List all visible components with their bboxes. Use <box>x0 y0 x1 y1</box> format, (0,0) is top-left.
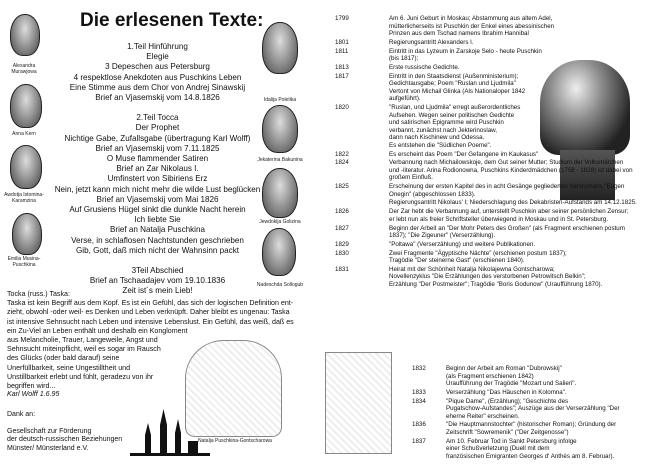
timeline-text: Am 6. Juni Geburt in Moskau; Abstammung aus altem Adel, <box>389 15 553 22</box>
timeline-text: Am 10. Februar Tod in Sankt Petersburg infolge <box>446 437 577 445</box>
tocka-line: Taska ist kein Begriff aus dem Kopf. Es ist ein Gefühl, das sich der logischen Definition ent- <box>7 299 294 308</box>
portrait-caption: Natalja Puschkina-Gontscharowa <box>198 438 272 444</box>
timeline-text: Tragödie "Der steinerne Gast" (erschienen 1840). <box>389 257 525 265</box>
timeline-text: Novellenzyklus "Die Erzählungen des verstorbenen Petrowitsch Belkin"; <box>389 273 586 281</box>
timeline-year: 1824 <box>335 159 349 167</box>
timeline-text: "Poltawa" (Verserzählung) und weitere Publikationen. <box>389 240 536 248</box>
timeline-text: Zwei Fragmente "Ägyptische Nächte" (erschienen postum 1837); <box>389 249 567 257</box>
timeline-year: 1832 <box>412 365 426 372</box>
timeline-text: Es erscheint das Poem "Der Gefangene im Kaukasus" <box>389 150 539 158</box>
timeline-text: Erste russische Gedichte. <box>389 63 460 71</box>
timeline-text: Verserzählung "Das Häuschen in Kolomna". <box>446 388 567 396</box>
timeline-text: und -literatur. Arina Rodionowna, Puschkins Kinderdmädchen (1758 - 1828) ist dabei von <box>389 166 633 174</box>
timeline-text: "Die Hauptmannstochter" (historischer Roman); Gründung der <box>446 421 617 429</box>
timeline-year: 1829 <box>335 240 349 248</box>
tocka-line: zieht, obwohl -oder weil- es Denken und Leben verknüpft. Daher bleibt es ungenau: Taska <box>7 308 290 317</box>
program-line: Elegie <box>146 52 169 62</box>
timeline-text: Verbannung nach Michailowskoje, dem Gut seiner Mutter; Studium der Volksmärchen <box>389 159 624 167</box>
timeline-text: großem Einfluß. <box>389 174 434 182</box>
timeline-text: Aufsehen. Wegen seiner politischen Gedichte <box>389 111 515 119</box>
timeline-text: Gedichtausgabe; Poem "Ruslan und Ljudmila" <box>389 80 516 88</box>
timeline-text: Uraufführung der Tragödie "Mozart und Salieri". <box>446 380 577 388</box>
tocka-line: Tocka (russ.) Taska: <box>7 290 70 298</box>
portrait-caption: Alexandra Murawjowa <box>11 63 37 75</box>
timeline-text: (bis 1817); <box>389 55 419 63</box>
program-line: Brief an Natalja Puschkina <box>110 225 205 235</box>
timeline-year: 1831 <box>335 265 349 273</box>
portrait-caption: Anna Kern <box>12 131 36 137</box>
program-line: Brief an Tschaadajev vom 19.10.1836 <box>89 276 226 286</box>
timeline-year: 1837 <box>412 437 426 445</box>
timeline-text: "Ruslan, und Ljudmila" erregt außerordentliches <box>389 104 521 112</box>
timeline-text: Regierungsantritt Nikolaus' I; Niederschlagung des Dekabristen-Aufstands am 14.12.1825. <box>389 199 637 207</box>
timeline-text: dann nach Kischinew und Odessa. <box>389 134 485 142</box>
timeline-text: Pugatschow-Aufstandes"; Auszüge aus der Verserzählung "Der <box>446 405 620 413</box>
program-line: Verse, in schlaflosen Nachtstunden geschrieben <box>71 235 244 245</box>
program-line: Zeit ist´s mein Lieb! <box>122 286 193 296</box>
timeline-year: 1811 <box>335 47 349 55</box>
thanks-line: Dank an: <box>7 411 36 418</box>
timeline-text: (als Fragment erschienen 1842) <box>446 372 534 380</box>
timeline-text: und satirischen Epigramme wird Puschkin <box>389 119 504 127</box>
timeline-text: "Pique Dame", (Erzählung); "Geschichte des <box>446 397 569 405</box>
timeline-year: 1827 <box>335 224 349 232</box>
program-line: Brief an Vjasemskij vom 14.8.1826 <box>95 93 220 103</box>
program-line: Brief an Vjasemskij vom Mai 1826 <box>96 194 219 204</box>
tocka-line: aus Melancholie, Trauer, Langeweile, Angst und <box>7 336 158 345</box>
timeline-text: Erzählung "Der Postmeister"; Tragödie "Boris Godunow" (Uraufführung 1870). <box>389 280 603 288</box>
timeline-text: er lebt nun als freier Schriftsteller überwiegend in Moskau und in St. Petersburg. <box>389 215 609 223</box>
program-line: Gib, Gott, daß mich nicht der Wahnsinn packt <box>76 245 239 255</box>
timeline-year: 1834 <box>412 397 426 405</box>
program-line: O Muse flammender Satiren <box>106 154 209 164</box>
timeline-year: 1830 <box>335 249 349 257</box>
timeline-text: mütterlicherseits ist Puschkin der Enkel eines abessinischen <box>389 22 555 30</box>
timeline-year: 1817 <box>335 72 349 80</box>
page-title: Die erlesenen Texte: <box>80 10 264 31</box>
timeline-year: 1822 <box>335 150 349 158</box>
timeline-text: 1837); "Die Zigeuner" (Verserzählung). <box>389 232 496 240</box>
timeline-year: 1813 <box>335 63 349 71</box>
program-line: 3 Depeschen aus Petersburg <box>105 62 210 72</box>
tocka-line: des Glücks (oder bald darauf) seine <box>7 354 120 363</box>
portrait-caption: Emilia Musina-Puschkina <box>7 256 41 268</box>
timeline-text: eherne Reiter" erscheinen. <box>446 412 520 420</box>
tocka-line: ein Zu-Viel an Leben enthält und deshalb ein Kongloment <box>7 326 188 335</box>
program-line: 2.Teil Tocca <box>136 113 179 123</box>
timeline-year: 1836 <box>412 421 426 429</box>
timeline-text: Onegin" (abgeschlossen 1833). <box>389 190 476 198</box>
timeline-text: Heirat mit der Schönheit Natalja Nikolajewna Gontscharowa; <box>389 265 555 273</box>
timeline-text: Erscheinung der ersten Kapitel des in acht Gesänge gegliederten Versromans "Eugen <box>389 183 625 191</box>
timeline-text: Zeitschrift "Sowremenik" ("Der Zeitgenosse") <box>446 429 569 436</box>
program-line: Der Prophet <box>135 123 180 133</box>
tocka-line: begriffen wird... <box>7 382 56 391</box>
portrait-caption: Jekaterina Bakunina <box>257 157 303 163</box>
timeline-year: 1801 <box>335 38 349 46</box>
timeline-text: verbannt, zunächst nach Jekterinoslaw, <box>389 126 497 134</box>
tocka-line: Unerfüllbarkeit, seine Ungestilltheit und <box>7 363 131 372</box>
timeline-text: französischen Emigranten Georges d' Anthès am 8. Februar). <box>446 452 615 460</box>
program-line: 1.Teil Hinführung <box>127 42 188 51</box>
timeline-text: Eintritt in den Staatsdienst (Außenministerium); <box>389 72 519 80</box>
timeline-text: Prinzen aus dem Tschad namens Ibrahim Hannibal <box>389 30 529 38</box>
timeline-text: Vertont von Michail Glinka (Als Nationaloper 1842 <box>389 87 526 95</box>
portrait-caption: Awdotja Istomina-Karamzina <box>4 192 44 204</box>
timeline-text: Eintritt in das Lyzeum in Zarskoje Selo - heute Puschkin <box>389 47 542 55</box>
tocka-line: ist intensive Sehnsucht nach Leben und intensive Lebenslust. Ein Gefühl, das weiß, daß es <box>7 317 294 326</box>
timeline-text: Beginn der Arbeit am Roman "Dubrowskij" <box>446 365 562 372</box>
thanks-line: Münster/ Münsterland e.V. <box>7 444 89 452</box>
thanks-line: der deutsch-russischen Beziehungen <box>7 436 123 444</box>
timeline-year: 1820 <box>335 104 349 112</box>
timeline-text: Der Zar hebt die Verbannung auf, unterstellt Puschkin aber seiner persönlichen Zensur; <box>389 208 629 216</box>
program-line: Nichtige Gabe, Zufallsgabe (übertragung Karl Wolff) <box>64 133 251 143</box>
program-line: 3Teil Abschied <box>131 266 184 276</box>
program-line: 4 respektlose Anekdoten aus Puschkins Leben <box>73 72 242 82</box>
program-line: Brief an Zar Nikolaus I. <box>116 164 199 174</box>
timeline-year: 1825 <box>335 183 349 191</box>
portrait-caption: Nadeschda Sollogub <box>256 282 304 288</box>
portrait-caption: Idalija Poletika <box>263 97 297 103</box>
portrait-caption: Jewdokija Golizina <box>259 219 301 225</box>
program-line: Umfinstert von Sibiriens Erz <box>107 174 208 184</box>
timeline-text: Regierungsantritt Alexanders I. <box>389 38 474 46</box>
program-line: Nein, jetzt kann mich nicht mehr die wilde Lust beglücken <box>54 184 261 194</box>
thanks-line: Gesellschaft zur Förderung <box>7 427 92 435</box>
tocka-line: Unstillbarkeit erlebt und fühlt, geradezu von ihr <box>7 372 154 381</box>
program-line: Ich liebte Sie <box>134 215 181 225</box>
timeline-text: aufgeführt). <box>389 95 421 103</box>
timeline-year: 1799 <box>335 15 349 22</box>
signature: Karl Wolff 1.6.95 <box>7 390 60 398</box>
program-line: Eine Stimme aus dem Chor von Andrej Sinawskij <box>69 82 246 92</box>
timeline-text: Beginn der Arbeit an "Der Mohr Peters des Großen" (als Fragment erschienen postum <box>389 224 625 232</box>
timeline-text: einer Schußverletzung (Duell mit dem <box>446 445 550 453</box>
program-line: Auf Grusiens Hügel sinkt die dunkle Nacht herein <box>69 205 246 215</box>
timeline-year: 1826 <box>335 208 349 216</box>
program-line: Brief an Vjasemskij vom 7.11.1825 <box>95 143 220 153</box>
timeline-text: Es entstehen die "Südlichen Poeme". <box>389 141 492 149</box>
timeline-year: 1833 <box>412 388 426 396</box>
tocka-line: Sehnsucht miteinpflicht, weil es sogar im Rausch <box>7 345 161 354</box>
